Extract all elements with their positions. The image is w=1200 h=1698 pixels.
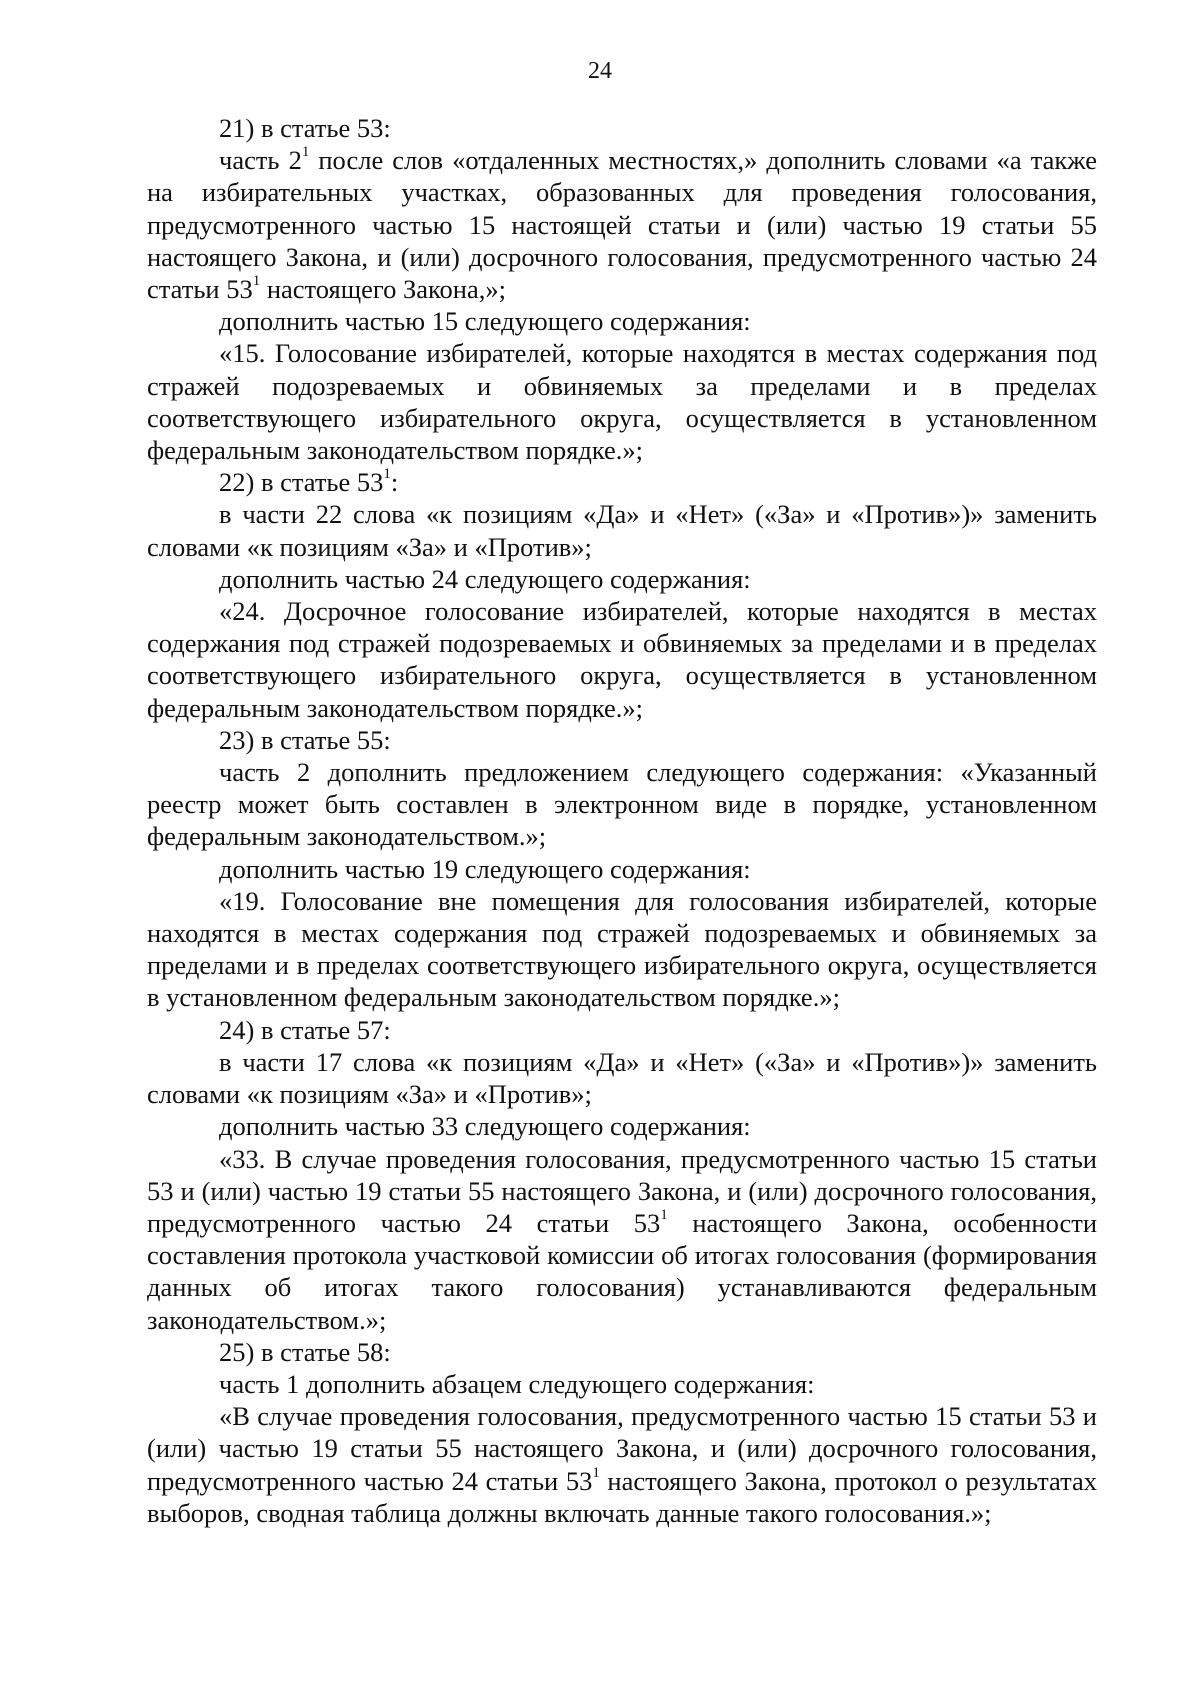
- item-22-paragraph-3: «24. Досрочное голосование избирателей, которые находятся в местах содержания под стражей подозреваемых и обвиняемых за пределами и в пределах соответствующего избирательного округа, осуществляется в установленном федеральным законодательством порядке.»;: [147, 596, 1097, 723]
- page-number: 24: [588, 58, 612, 84]
- item-24-paragraph-3: [147, 1143, 1097, 1336]
- item-25-heading: 25) в статье 58:: [219, 1336, 391, 1367]
- text-run: «В случае проведения голосования, предусмотренного частью 15 статьи 53 и (или) частью 19 статьи 55 настоящего Закона, и (или) досрочного голосования, предусмотренного частью 24 статьи 53: [147, 1401, 1097, 1496]
- text-run: настоящего Закона, особенности составления протокола участковой комиссии об итогах голосования (формирования данных об итогах такого голосования) устанавливаются федеральным законодательством.»;: [147, 1207, 1098, 1335]
- item-22-paragraph-2: дополнить частью 24 следующего содержания:: [219, 563, 751, 594]
- superscript: 1: [383, 466, 391, 483]
- item-21-heading: 21) в статье 53:: [219, 113, 391, 143]
- superscript: 1: [301, 144, 310, 161]
- item-24-paragraph-2: дополнить частью 33 следующего содержания:: [219, 1111, 751, 1142]
- document-body: [147, 112, 1097, 1529]
- text-run: 22) в статье 53: [219, 467, 384, 498]
- item-24-paragraph-1: в части 17 слова «к позициям «Да» и «Нет» («За» и «Против»)» заменить словами «к позициям «За» и «Против»;: [147, 1046, 1097, 1110]
- superscript: 1: [592, 1464, 600, 1481]
- superscript: 1: [660, 1207, 668, 1224]
- text-run: настоящего Закона, протокол о результатах выборов, сводная таблица должны включать данные такого голосования.»;: [147, 1465, 1097, 1528]
- item-25-paragraph-1: часть 1 дополнить абзацем следующего содержания:: [219, 1368, 815, 1399]
- item-25-paragraph-2: [147, 1400, 1097, 1529]
- item-24-heading: 24) в статье 57:: [219, 1014, 391, 1045]
- item-22-paragraph-1: в части 22 слова «к позициям «Да» и «Нет» («За» и «Против»)» заменить словами «к позициям «За» и «Против»;: [147, 499, 1097, 562]
- item-23-paragraph-3: «19. Голосование вне помещения для голосования избирателей, которые находятся в местах содержания под стражей подозреваемых и обвиняемых за пределами и в пределах соответствующего избирательного округа, осуществляется в установленном федеральным законодательством порядке.»;: [147, 885, 1097, 1013]
- item-23-heading: 23) в статье 55:: [219, 724, 391, 755]
- item-21-paragraph-2: дополнить частью 15 следующего содержания:: [219, 306, 751, 337]
- text-run: настоящего Закона,»;: [260, 274, 506, 305]
- text-run: часть 2: [219, 145, 302, 176]
- item-21-paragraph-1: [147, 144, 1097, 305]
- item-21-paragraph-3: «15. Голосование избирателей, которые находятся в местах содержания под стражей подозреваемых и обвиняемых за пределами и в пределах соответствующего избирательного округа, осуществляется в установленном федеральным законодательством порядке.»;: [147, 338, 1097, 466]
- superscript: 1: [252, 273, 261, 290]
- text-run: «33. В случае проведения голосования, предусмотренного частью 15 статьи 53 и (или) частью 19 статьи 55 настоящего Закона, и (или) досрочного голосования, предусмотренного частью 24 статьи 53: [147, 1143, 1097, 1238]
- text-run: :: [390, 467, 399, 498]
- item-23-paragraph-1: часть 2 дополнить предложением следующего содержания: «Указанный реестр может быть составлен в электронном виде в порядке, установленном федеральным законодательством.»;: [147, 757, 1097, 852]
- text-run: после слов «отдаленных местностях,» дополнить словами «а также на избирательных участках, образованных для проведения голосования, предусмотренного частью 15 настоящей статьи и (или) частью 19 статьи 55 настоящего Закона, и (или) досрочного голосования, предусмотренного частью 24 статьи 53: [147, 145, 1097, 305]
- item-23-paragraph-2: дополнить частью 19 следующего содержания:: [219, 853, 751, 884]
- item-22-heading: [147, 466, 1097, 498]
